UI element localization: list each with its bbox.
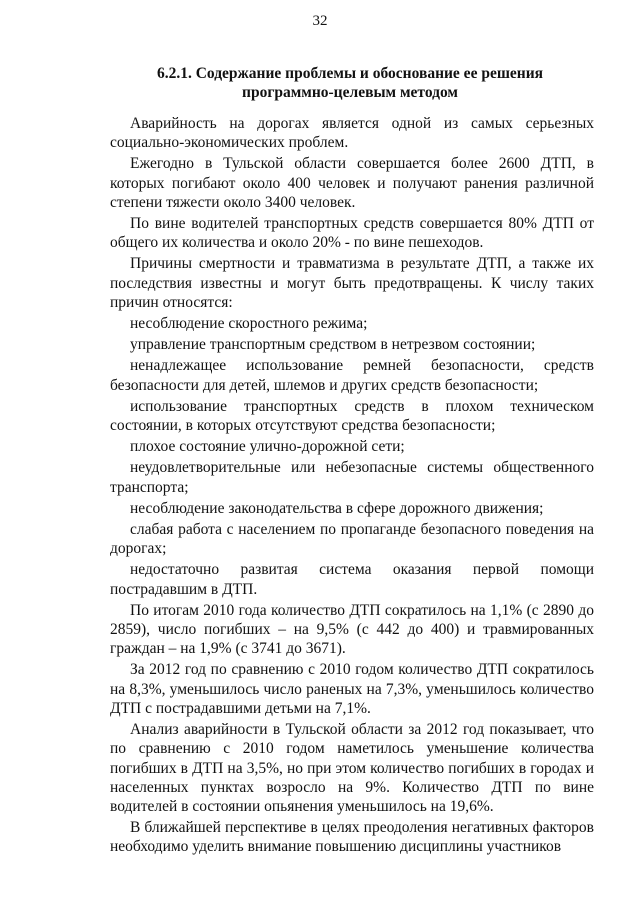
list-item: плохое состояние улично-дорожной сети; <box>130 438 405 456</box>
list-item: использование транспортных средств в плохом техническом состоянии, в которых отсутствуют средства безопасности; <box>110 397 594 435</box>
paragraph: Причины смертности и травматизма в результате ДТП, а также их последствия известны и могут быть предотвращены. К числу таких причин относятся: <box>110 255 594 311</box>
paragraph: За 2012 год по сравнению с 2010 годом количество ДТП сократилось на 8,3%, уменьшилось число раненых на 7,3%, уменьшилось количество ДТП с пострадавшими детьми на 7,1%. <box>110 661 594 717</box>
list-item: недостаточно развитая система оказания первой помощи пострадавшим в ДТП. <box>110 561 594 598</box>
paragraph: Аварийность на дорогах является одной из самых серьезных социально-экономических проблем. <box>110 115 594 152</box>
list-item: несоблюдение скоростного режима; <box>130 315 368 333</box>
section-heading <box>110 64 590 102</box>
section-heading-line-2: программно-целевым методом <box>242 84 458 101</box>
paragraph: Анализ аварийности в Тульской области за 2012 год показывает, что по сравнению с 2010 годом наметилось уменьшение количества погибших в ДТП на 3,5%, но при этом количество погибших в городах и населенных пунктах возросло на 9%. Количество ДТП по вине водителей в состоянии опьянения уменьшилось на 19,6%. <box>110 721 594 815</box>
paragraph: В ближайшей перспективе в целях преодоления негативных факторов необходимо уделить внимание повышению дисциплины участников <box>110 819 594 856</box>
list-item: управление транспортным средством в нетрезвом состоянии; <box>130 336 536 354</box>
page-number: 32 <box>312 13 328 29</box>
list-item: слабая работа с населением по пропаганде безопасного поведения на дорогах; <box>110 521 594 558</box>
document-body <box>110 114 594 859</box>
list-item: неудовлетворительные или небезопасные системы общественного транспорта; <box>110 459 594 496</box>
section-heading-line-1: 6.2.1. Содержание проблемы и обоснование ее решения <box>156 65 544 82</box>
list-item: ненадлежащее использование ремней безопасности, средств безопасности для детей, шлемов и других средств безопасности; <box>110 357 594 394</box>
paragraph: Ежегодно в Тульской области совершается более 2600 ДТП, в которых погибают около 400 человек и получают ранения различной степени тяжести около 3400 человек. <box>110 155 594 211</box>
paragraph: По вине водителей транспортных средств совершается 80% ДТП от общего их количества и около 20% - по вине пешеходов. <box>110 215 594 252</box>
list-item: несоблюдение законодательства в сфере дорожного движения; <box>130 499 544 517</box>
paragraph: По итогам 2010 года количество ДТП сократилось на 1,1% (с 2890 до 2859), число погибших – на 9,5% (с 442 до 400) и травмированных граждан – на 1,9% (с 3741 до 3671). <box>110 601 594 658</box>
